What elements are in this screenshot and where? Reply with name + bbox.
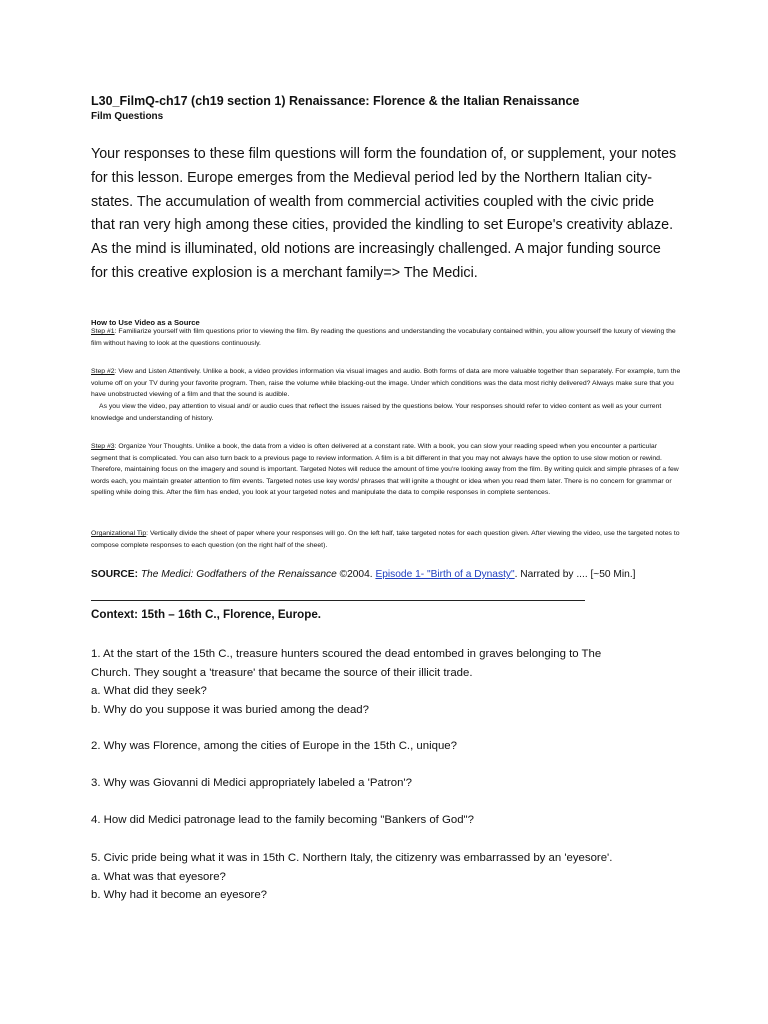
step-2-label: Step #2	[91, 368, 115, 375]
question-1-part-a: a. What did they seek?	[91, 685, 207, 697]
question-5-part-a: a. What was that eyesore?	[91, 870, 226, 883]
step-2-text: : View and Listen Attentively. Unlike a book, a video provides information via visual images and audio. Both forms of data are more valuable together than separately. For example, turn the volume off on your TV during your favorite program. Then, raise the volume while blacking-out the image. Under which conditions was the data most richly delivered? Always make sure that you have unobstructed viewing of a film and that the sound is audible.	[91, 368, 681, 398]
step-3-paragraph	[91, 441, 683, 499]
question-5	[91, 849, 691, 905]
step-3-text: : Organize Your Thoughts. Unlike a book, the data from a video is often delivered at a constant rate. With a book, you can slow your reading speed when you encounter a particular segment that is complicated. You can also turn back to a previous page to review information. A film is a bit different in that you may not always have the option to use slow motion or rewind. Therefore, maintaining focus on the imagery and sound is important. Targeted Notes will reduce the amount of time you're looking away from the film. By writing quick and simple phrases of a few words each, you maintain greater attention to film events. Targeted notes use key words/ phrases that will ignite a thought or idea when you read them later. There is no concern for grammar or spelling while doing this. After the film has ended, you look at your targeted notes and manipulate the data to compile responses in complete sentences.	[91, 443, 679, 496]
step-3-label: Step #3	[91, 443, 115, 450]
step-1-label: Step #1	[91, 328, 115, 335]
tip-text: : Vertically divide the sheet of paper where your responses will go. On the left half, take targeted notes for each question given. After viewing the video, use the targeted notes to compose complete responses to each question (on the right half of the sheet).	[91, 530, 680, 549]
step-2-paragraph	[91, 366, 683, 401]
context-heading: Context: 15th – 16th C., Florence, Europe.	[91, 608, 321, 621]
step-1-text: : Familiarize yourself with film questions prior to viewing the film. By reading the questions and understanding the vocabulary contained within, you allow yourself the luxury of viewing the film without having to look at the questions continuously.	[91, 328, 676, 347]
question-5-line-1: 5. Civic pride being what it was in 15th C. Northern Italy, the citizenry was embarrassed by an 'eyesore'.	[91, 852, 613, 864]
source-line	[91, 569, 636, 580]
step-2-continuation: As you view the video, pay attention to visual and/ or audio cues that reflect the issues raised by the questions below. Your responses should refer to video content as well as your current knowledge and understanding of history.	[91, 403, 662, 422]
question-1-line-2: Church. They sought a 'treasure' that became the source of their illicit trade.	[91, 666, 473, 679]
document-title: L30_FilmQ-ch17 (ch19 section 1) Renaissance: Florence & the Italian Renaissance	[91, 94, 580, 108]
divider-line	[91, 600, 585, 601]
source-label: SOURCE:	[91, 569, 138, 580]
question-1-line-1: 1. At the start of the 15th C., treasure hunters scoured the dead entombed in graves belonging to The	[91, 648, 602, 660]
question-1-part-b: b. Why do you suppose it was buried among the dead?	[91, 703, 369, 716]
question-3: 3. Why was Giovanni di Medici appropriately labeled a 'Patron'?	[91, 777, 412, 789]
document-subtitle: Film Questions	[91, 111, 164, 122]
step-1-paragraph	[91, 326, 683, 349]
source-year: ©2004.	[336, 569, 376, 580]
episode-link[interactable]: Episode 1- "Birth of a Dynasty"	[375, 569, 515, 580]
question-4: 4. How did Medici patronage lead to the family becoming "Bankers of God"?	[91, 814, 474, 826]
howto-heading: How to Use Video as a Source	[91, 318, 200, 327]
question-1	[91, 645, 691, 719]
source-work-title: The Medici: Godfathers of the Renaissance	[140, 569, 337, 580]
source-rest: . Narrated by .... [~50 Min.]	[514, 569, 636, 580]
question-5-part-b: b. Why had it become an eyesore?	[91, 889, 268, 901]
question-2: 2. Why was Florence, among the cities of Europe in the 15th C., unique?	[91, 740, 457, 752]
tip-label: Organizational Tip	[91, 530, 147, 537]
organizational-tip	[91, 528, 683, 551]
intro-paragraph: Your responses to these film questions will form the foundation of, or supplement, your notes for this lesson. Europe emerges from the Medieval period led by the Northern Italian city-states. The accumulation of wealth from commercial activities coupled with the civic pride that ran very high among these cities, provided the kindling to set Europe's creativity ablaze. As the mind is illuminated, old notions are increasingly challenged. A major funding source for this creative explosion is a merchant family=> The Medici.	[91, 146, 677, 281]
